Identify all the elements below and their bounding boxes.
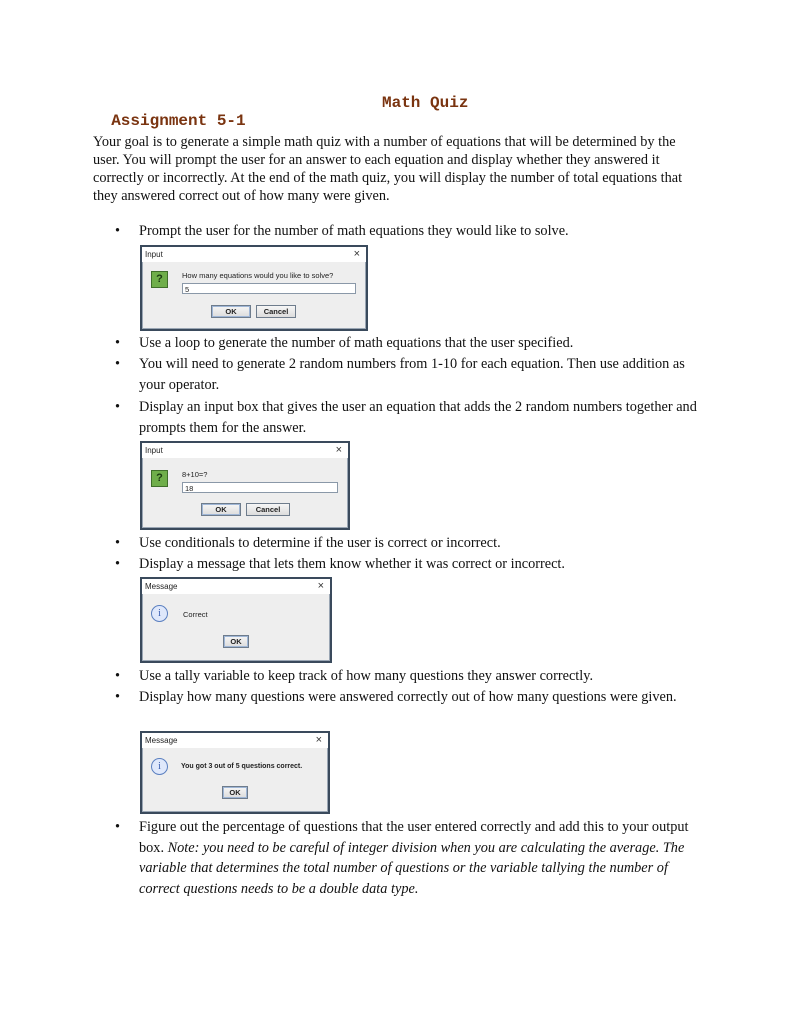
instruction-item: Display a message that lets them know whether it was correct or incorrect. [139,556,565,572]
instruction-text: Figure out the percentage of questions that the user entered correctly and add this to your output box. [139,819,689,856]
ok-button[interactable]: OK [201,503,241,516]
integer-division-note: Note: you need to be careful of integer division when you are calculating the average. The variable that determines the total number of questions or the variable tallying the number of correct questions needs to be a double data type. [139,839,685,897]
ok-button[interactable]: OK [211,305,251,318]
assignment-topic: Math Quiz [382,94,469,112]
dialog-message: 8+10=? [182,470,208,479]
answer-input[interactable]: 18 [182,482,338,493]
bullet-marker: • [115,556,121,572]
dialog-title: Input [145,250,163,259]
instruction-item: Prompt the user for the number of math equations they would like to solve. [139,223,569,239]
bullet-marker: • [115,819,121,835]
instruction-item: Use a tally variable to keep track of how many questions they answer correctly. [139,668,594,684]
answer-input[interactable]: 5 [182,283,356,294]
dialog-titlebar [142,443,348,458]
dialog-message: Correct [183,610,208,619]
bullet-marker: • [115,668,121,684]
bullet-marker: • [115,223,121,239]
message-dialog-score [140,731,330,814]
instruction-item: Use a loop to generate the number of math equations that the user specified. [139,335,574,351]
input-dialog-equation [140,441,350,530]
info-icon: i [151,605,168,622]
cancel-button[interactable]: Cancel [256,305,296,318]
info-icon: i [151,758,168,775]
close-icon[interactable]: × [335,444,342,456]
instruction-item: Use conditionals to determine if the user is correct or incorrect. [139,535,501,551]
dialog-title: Message [145,582,178,591]
ok-button[interactable]: OK [223,635,249,648]
instruction-item: Display how many questions were answered correctly out of how many questions were given. [139,689,677,705]
instruction-item: Display an input box that gives the user an equation that adds the 2 random numbers together and prompts them for the answer. [139,399,697,436]
message-dialog-correct [140,577,332,663]
instruction-item: You will need to generate 2 random numbers from 1-10 for each equation. Then use addition as your operator. [139,356,685,393]
close-icon[interactable]: × [315,734,322,746]
bullet-marker: • [115,356,121,372]
bullet-marker: • [115,535,121,551]
intro-paragraph: Your goal is to generate a simple math quiz with a number of equations that will be determined by the user. You will prompt the user for an answer to each equation and display whether they answered it correctly or incorrectly. At the end of the math quiz, you will display the number of total equations that they answered correct out of how many were given. [93,134,683,204]
bullet-marker: • [115,399,121,415]
input-dialog-count [140,245,368,331]
bullet-marker: • [115,335,121,351]
instruction-item [139,817,699,899]
assignment-number: Assignment 5-1 [111,112,246,130]
dialog-message: How many equations would you like to solve? [182,271,334,280]
dialog-titlebar [142,733,328,748]
dialog-titlebar [142,247,366,262]
cancel-button[interactable]: Cancel [246,503,290,516]
close-icon[interactable]: × [317,580,324,592]
question-icon: ? [151,470,168,487]
question-icon: ? [151,271,168,288]
dialog-titlebar [142,579,330,594]
ok-button[interactable]: OK [222,786,248,799]
bullet-marker: • [115,689,121,705]
dialog-title: Message [145,736,178,745]
dialog-message: You got 3 out of 5 questions correct. [181,763,303,770]
dialog-title: Input [145,446,163,455]
close-icon[interactable]: × [353,248,360,260]
